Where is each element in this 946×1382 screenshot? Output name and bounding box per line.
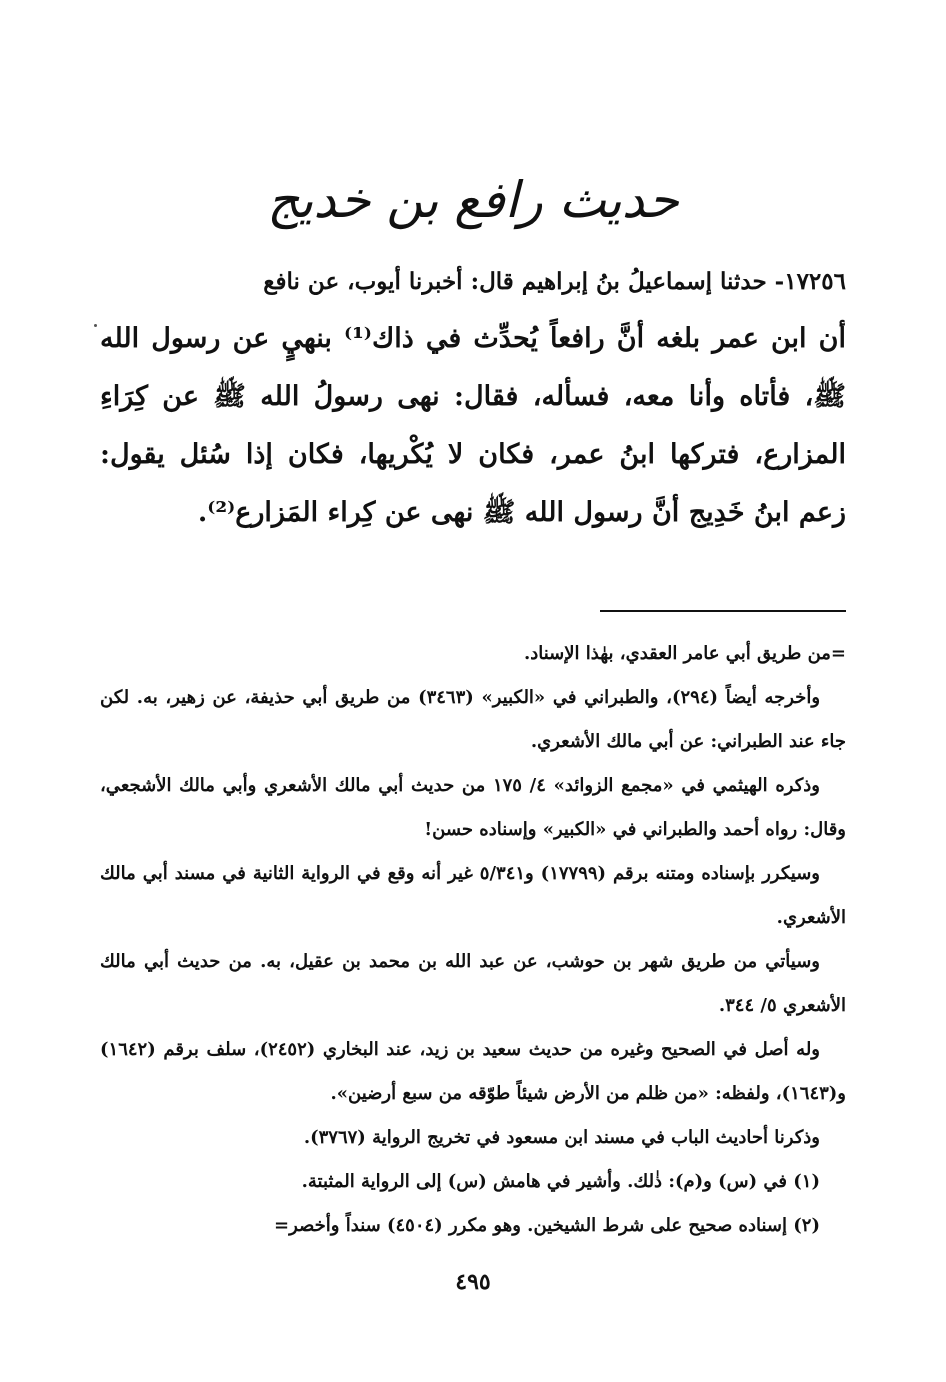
page-number: ٤٩٥ [455, 1269, 491, 1295]
footnote-paragraph: =من طريق أبي عامر العقدي، بهٰذا الإسناد. [523, 643, 846, 664]
hadith-chain: ١٧٢٥٦- حدثنا إسماعيلُ بنُ إبراهيم قال: أخبرنا أيوب، عن نافع [263, 268, 846, 295]
footnote-paragraph: وله أصل في الصحيح وغيره من حديث سعيد بن زيد، عند البخاري (٢٤٥٢)، سلف برقم (١٦٤٢) و(١٦٤٣)، ولفظه: «من ظلم من الأرض شيئاً طوّقه من سبع أرضين». [100, 1039, 846, 1104]
stray-mark [94, 324, 97, 327]
footnote-divider [600, 610, 846, 612]
hadith-block [100, 262, 846, 542]
section-title: حديث رافع بن خديج [267, 171, 679, 229]
footnotes [100, 632, 846, 1248]
footnote-paragraph: وذكرنا أحاديث الباب في مسند ابن مسعود في تخريج الرواية (٣٧٦٧). [303, 1127, 820, 1148]
footnote-paragraph: وسيأتي من طريق شهر بن حوشب، عن عبد الله بن محمد بن عقيل، به. من حديث أبي مالك الأشعري ٥/ ٣٤٤. [100, 951, 846, 1016]
footnote-paragraph: وأخرجه أيضاً (٢٩٤)، والطبراني في «الكبير» (٣٤٦٣) من طريق أبي حذيفة، عن زهير، به. لكن جاء عند الطبراني: عن أبي مالك الأشعري. [100, 687, 846, 752]
footnote-paragraph: وذكره الهيثمي في «مجمع الزوائد» ٤/ ١٧٥ من حديث أبي مالك الأشعري وأبي مالك الأشجعي، وقال: رواه أحمد والطبراني في «الكبير» وإسناده حسن! [100, 775, 846, 840]
hadith-text: أن ابن عمر بلغه أنَّ رافعاً يُحدِّث في ذاك⁽¹⁾ بنهيٍ عن رسول الله ﷺ، فأتاه وأنا معه، فسأله، فقال: نهى رسولُ الله ﷺ عن كِرَاءِ المزارع، فتركها ابنُ عمر، فكان لا يُكْريها، فكان إذا سُئل يقول: زعم ابنُ خَدِيج أنَّ رسول الله ﷺ نهى عن كِراء المَزارع⁽²⁾. [100, 323, 846, 528]
footnote-note-2: (٢) إسناده صحيح على شرط الشيخين. وهو مكرر (٤٥٠٤) سنداً وأخصر= [274, 1215, 820, 1236]
footnote-paragraph: وسيكرر بإسناده ومتنه برقم (١٧٧٩٩) و٥/٣٤١ غير أنه وقع في الرواية الثانية في مسند أبي مالك الأشعري. [100, 863, 846, 928]
footnote-note-1: (١) في (س) و(م): ذٰلك. وأشير في هامش (س) إلى الرواية المثبتة. [301, 1171, 820, 1192]
